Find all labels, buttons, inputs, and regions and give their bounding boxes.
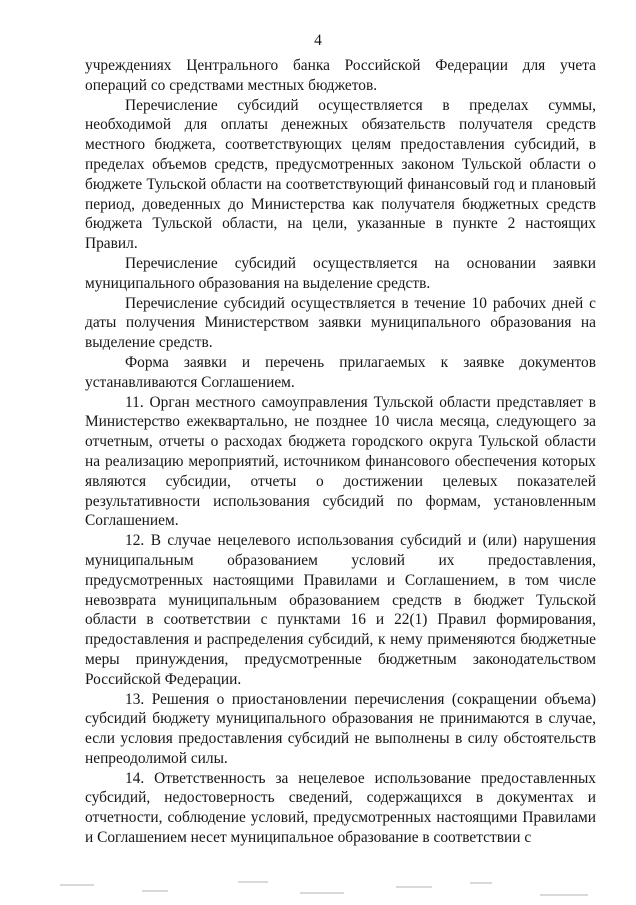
paragraph-continuation: учреждениях Центрального банка Российской Федерации для учета операций со средствами местных бюджетов.: [85, 57, 596, 94]
paragraph-transfer-basis: Перечисление субсидий осуществляется на основании заявки муниципального образования на выделение средств.: [85, 254, 596, 292]
paragraph-transfer-timing: Перечисление субсидий осуществляется в течение 10 рабочих дней с даты получения Министерством заявки муниципального образования на выделение средств.: [85, 294, 596, 352]
paragraph-item-11: 11. Орган местного самоуправления Тульской области представляет в Министерство ежеквартально, не позднее 10 числа месяца, следующего за отчетным, отчеты о расходах бюджета городского округа Тульской области на реализацию мероприятий, источником финансового обеспечения которых являются субсидии, отчеты о достижении целевых показателей результативности использования субсидий по формам, установленным Соглашением.: [85, 393, 596, 530]
paragraph-transfer-limits: Перечисление субсидий осуществляется в пределах суммы, необходимой для оплаты денежных обязательств получателя средств местного бюджета, соответствующих целям предоставления субсидий, в пределах объемов средств, предусмотренных законом Тульской области о бюджете Тульской области на соответствующий финансовый год и плановый период, доведенных до Министерства как получателя бюджетных средств бюджета Тульской области, на цели, указанные в пункте 2 настоящих Правил.: [85, 96, 596, 253]
scan-edge-artifact: [0, 878, 636, 905]
paragraph-item-13: 13. Решения о приостановлении перечисления (сокращении объема) субсидий бюджету муниципального образования не принимаются в случае, если условия предоставления субсидий не выполнены в силу обстоятельств непреодолимой силы.: [85, 690, 596, 767]
paragraph-item-14: 14. Ответственность за нецелевое использование предоставленных субсидий, недостоверность сведений, содержащихся в документах и отчетности, соблюдение условий, предусмотренных настоящими Правилами и Соглашением несет муниципальное образование в соответствии с: [85, 769, 596, 847]
paragraph-application-form: Форма заявки и перечень прилагаемых к заявке документов устанавливаются Соглашением.: [85, 353, 596, 391]
page-number: 4: [314, 32, 322, 49]
paragraph-item-12: 12. В случае нецелевого использования субсидий и (или) нарушения муниципальным образованием условий их предоставления, предусмотренных настоящими Правилами и Соглашением, в том числе невозврата муниципальным образованием средств в бюджет Тульской области в соответствии с пунктами 16 и 22(1) Правил формирования, предоставления и распределения субсидий, к нему применяются бюджетные меры принуждения, предусмотренные бюджетным законодательством Российской Федерации.: [85, 532, 596, 688]
document-body: [85, 56, 596, 848]
